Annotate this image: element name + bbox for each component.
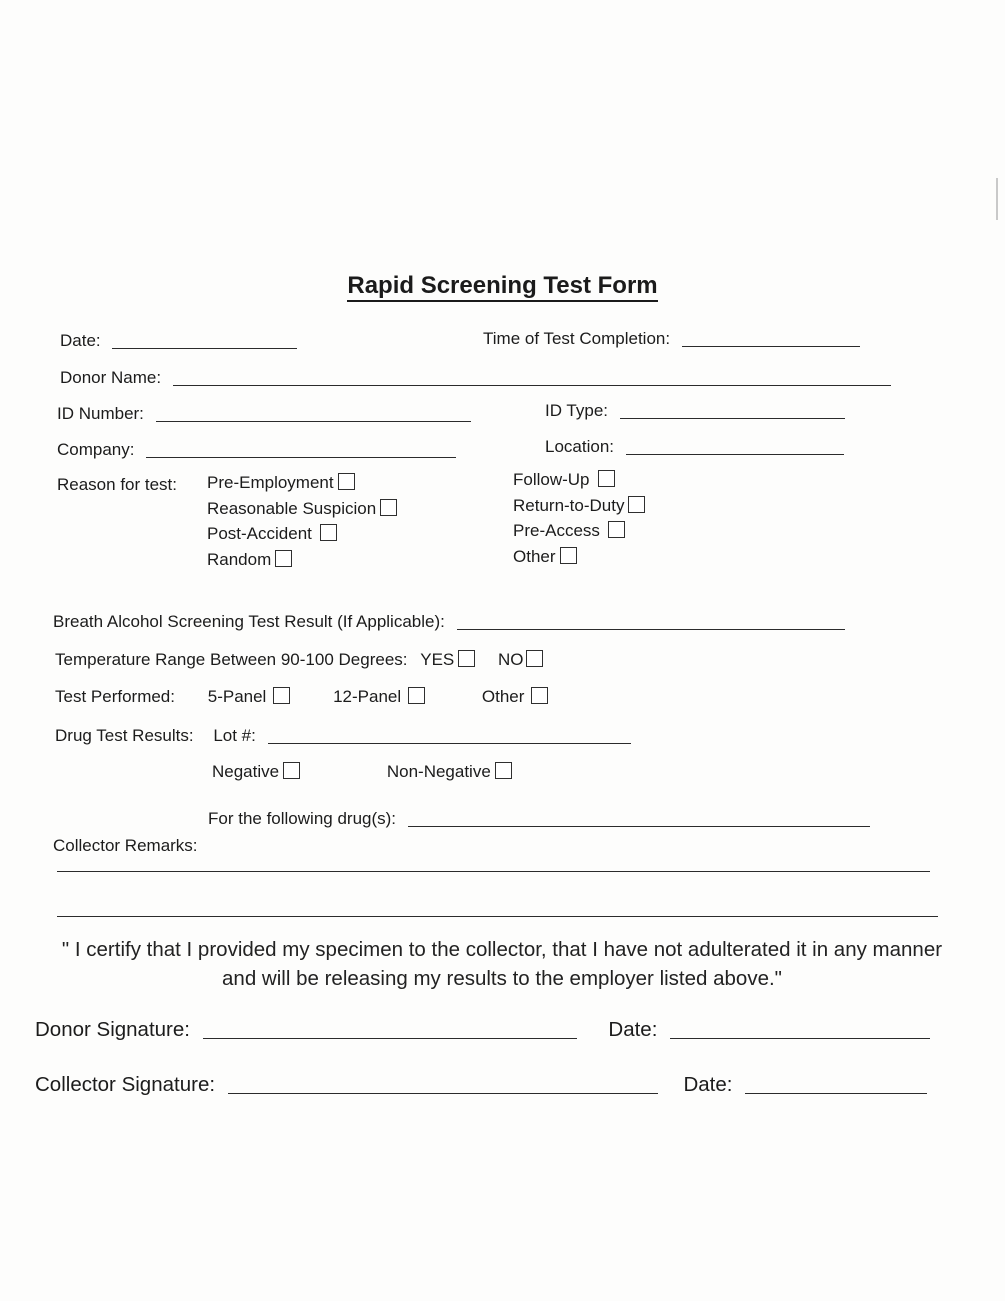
remarks-line-1[interactable]: [57, 871, 930, 872]
reason-option-label: Follow-Up: [513, 470, 590, 489]
time-of-completion-field: [483, 329, 860, 349]
reason-options-right-column: [513, 467, 645, 570]
random-checkbox[interactable]: [275, 550, 292, 567]
test-option-label: Other: [481, 687, 525, 706]
temperature-field: [55, 650, 543, 670]
test-performed-label: Test Performed:: [55, 687, 175, 706]
following-drugs-field: [208, 809, 870, 829]
company-line[interactable]: [146, 443, 456, 458]
location-field: [545, 437, 844, 457]
id-type-label: ID Type:: [545, 401, 608, 420]
collector-signature-line[interactable]: [228, 1079, 658, 1094]
test-option-label: 5-Panel: [207, 687, 267, 706]
following-drugs-label: For the following drug(s):: [208, 809, 397, 828]
location-line[interactable]: [626, 440, 844, 455]
reason-option: [207, 521, 397, 547]
scan-artifact: [996, 178, 998, 220]
reason-option: [513, 493, 645, 519]
pre-employment-checkbox[interactable]: [338, 473, 355, 490]
non-negative-label: Non-Negative: [386, 762, 491, 781]
breath-alcohol-label: Breath Alcohol Screening Test Result (If Applicable):: [53, 612, 445, 631]
page-title: [0, 272, 1005, 300]
donor-name-line[interactable]: [173, 371, 891, 386]
reason-option: [207, 547, 397, 573]
temperature-yes-checkbox[interactable]: [458, 650, 475, 667]
result-options-row: [212, 762, 512, 782]
breath-alcohol-field: [53, 612, 845, 632]
reason-option: [207, 470, 397, 496]
test-option-label: 12-Panel: [333, 687, 402, 706]
non-negative-checkbox[interactable]: [495, 762, 512, 779]
date-label: Date:: [60, 331, 101, 350]
negative-label: Negative: [212, 762, 280, 781]
reason-option: [513, 518, 645, 544]
donor-signature-field: [35, 1018, 930, 1042]
collector-remarks-field: [53, 836, 198, 856]
donor-date-line[interactable]: [670, 1024, 930, 1039]
breath-alcohol-line[interactable]: [457, 615, 845, 630]
temperature-no-label: NO: [498, 650, 524, 669]
return-to-duty-checkbox[interactable]: [628, 496, 645, 513]
company-label: Company:: [57, 440, 135, 459]
time-of-completion-label: Time of Test Completion:: [483, 329, 671, 348]
following-drugs-line[interactable]: [408, 812, 870, 827]
reason-for-test-label: Reason for test:: [57, 475, 178, 494]
drug-test-results-field: [55, 726, 631, 746]
date-line[interactable]: [112, 334, 297, 349]
id-type-field: [545, 401, 845, 421]
lot-number-line[interactable]: [268, 729, 631, 744]
date-field: [60, 331, 297, 351]
id-number-label: ID Number:: [57, 404, 144, 423]
five-panel-checkbox[interactable]: [273, 687, 290, 704]
id-type-line[interactable]: [620, 404, 845, 419]
certification-text: " I certify that I provided my specimen to the collector, that I have not adulterated it in any manner and will be releasing my results to the employer listed above.": [61, 938, 943, 990]
reason-option: [513, 544, 645, 570]
page-title-text: Rapid Screening Test Form: [347, 272, 657, 302]
reasonable-suspicion-checkbox[interactable]: [380, 499, 397, 516]
negative-checkbox[interactable]: [283, 762, 300, 779]
reason-options-left-column: [207, 470, 397, 573]
reason-for-test-label-row: [57, 475, 177, 495]
post-accident-checkbox[interactable]: [320, 524, 337, 541]
reason-option-label: Other: [513, 547, 556, 567]
reason-option-label: Post-Accident: [207, 524, 312, 544]
temperature-label: Temperature Range Between 90-100 Degrees:: [55, 650, 408, 669]
reason-option-label: Reasonable Suspicion: [207, 498, 377, 518]
donor-signature-line[interactable]: [203, 1024, 577, 1039]
location-label: Location:: [545, 437, 614, 456]
collector-date-label: Date:: [683, 1073, 733, 1096]
id-number-field: [57, 404, 471, 424]
id-number-line[interactable]: [156, 407, 471, 422]
donor-name-label: Donor Name:: [60, 368, 162, 387]
donor-date-label: Date:: [608, 1018, 658, 1041]
drug-test-results-label: Drug Test Results:: [55, 726, 194, 745]
donor-signature-label: Donor Signature:: [35, 1018, 190, 1041]
remarks-line-2[interactable]: [57, 916, 938, 917]
temperature-no-checkbox[interactable]: [526, 650, 543, 667]
collector-signature-field: [35, 1073, 927, 1097]
collector-signature-label: Collector Signature:: [35, 1073, 216, 1096]
reason-option-label: Random: [207, 550, 272, 570]
reason-option: [207, 496, 397, 522]
donor-name-field: [60, 368, 891, 388]
lot-number-label: Lot #:: [213, 726, 256, 745]
other-reason-checkbox[interactable]: [560, 547, 577, 564]
follow-up-checkbox[interactable]: [598, 470, 615, 487]
reason-option-label: Pre-Access: [513, 521, 600, 541]
company-field: [57, 440, 456, 460]
pre-access-checkbox[interactable]: [608, 521, 625, 538]
collector-remarks-label: Collector Remarks:: [53, 836, 198, 855]
reason-option: [513, 467, 645, 493]
other-test-checkbox[interactable]: [531, 687, 548, 704]
reason-option-label: Return-to-Duty: [513, 495, 625, 515]
twelve-panel-checkbox[interactable]: [408, 687, 425, 704]
test-performed-field: [55, 687, 548, 707]
reason-option-label: Pre-Employment: [207, 473, 334, 492]
time-line[interactable]: [682, 332, 860, 347]
temperature-yes-label: YES: [420, 650, 455, 669]
collector-date-line[interactable]: [745, 1079, 927, 1094]
